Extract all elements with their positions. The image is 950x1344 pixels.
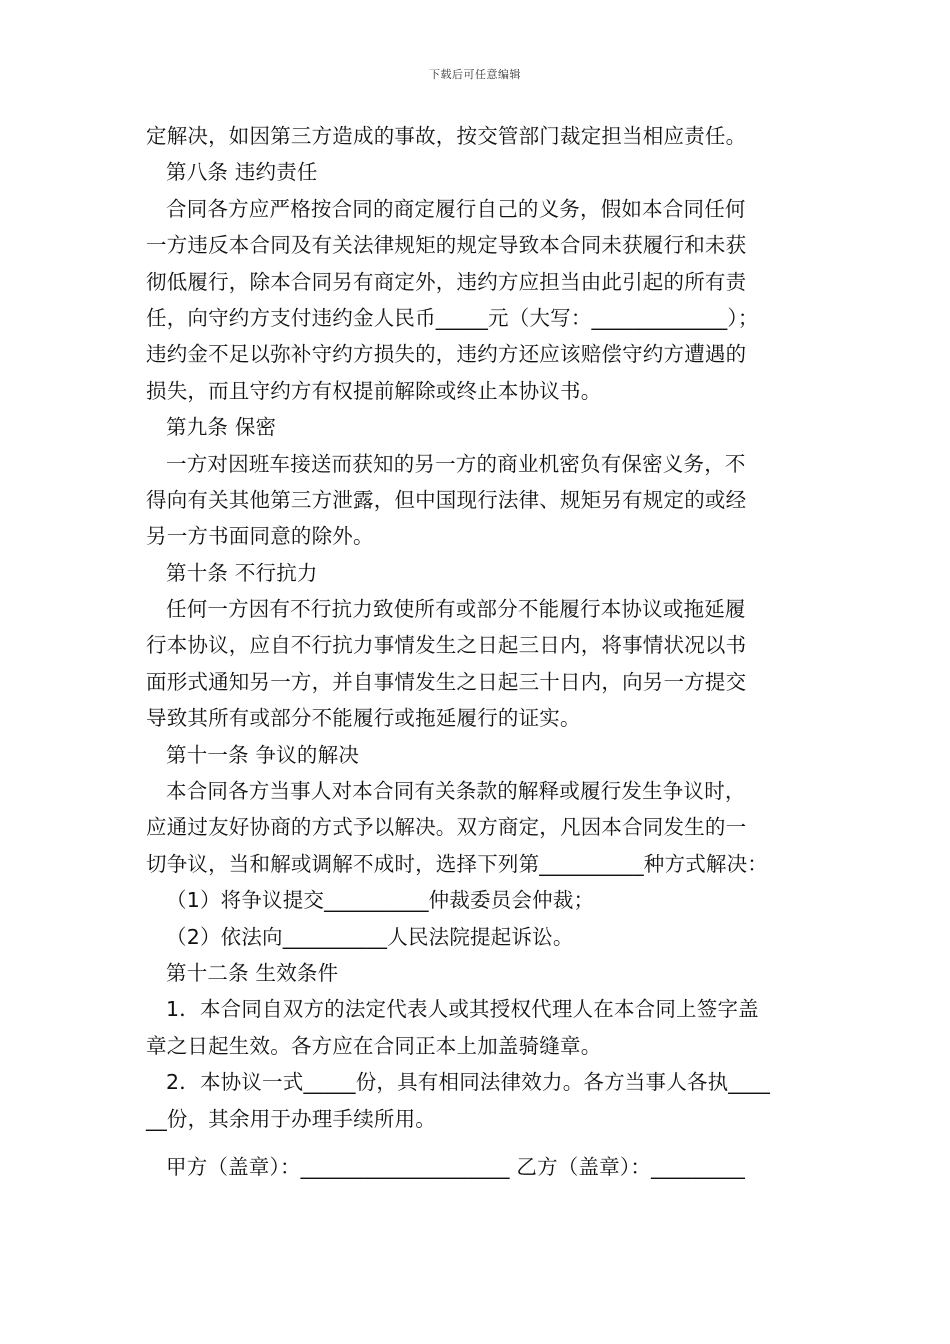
article-11-heading: 第十一条 争议的解决 bbox=[166, 742, 360, 767]
option-1: （1）将争议提交__________仲裁委员会仲裁； bbox=[166, 888, 595, 913]
text-line: 彻低履行，除本合同另有商定外，违约方应担当由此引起的所有责 bbox=[146, 269, 747, 294]
text-line: 行本协议，应自不行抗力事情发生之日起三日内，将事情状况以书 bbox=[146, 633, 747, 658]
text-line: 1．本合同自双方的法定代表人或其授权代理人在本合同上签字盖 bbox=[166, 997, 759, 1022]
signature-line: 甲方（盖章）：____________________ 乙方（盖章）：_________ bbox=[166, 1154, 746, 1179]
spacer bbox=[146, 1137, 810, 1149]
text-line: 本合同各方当事人对本合同有关条款的解释或履行发生争议时， bbox=[166, 779, 746, 804]
text-line: 应通过友好协商的方式予以解决。双方商定，凡因本合同发生的一 bbox=[146, 815, 747, 840]
page-header: 下载后可任意编辑 bbox=[429, 68, 521, 81]
text-line: 一方对因班车接送而获知的另一方的商业机密负有保密义务，不 bbox=[166, 451, 746, 476]
text-line: 切争议，当和解或调解不成时，选择下列第__________种方式解决： bbox=[146, 851, 768, 876]
option-2: （2）依法向__________人民法院提起诉讼。 bbox=[166, 924, 574, 949]
article-8-heading: 第八条 违约责任 bbox=[166, 160, 318, 185]
article-12-heading: 第十二条 生效条件 bbox=[166, 960, 339, 985]
text-line: 面形式通知另一方，并自事情发生之日起三十日内，向另一方提交 bbox=[146, 669, 747, 694]
text-line: __份，其余用于办理手续所用。 bbox=[146, 1106, 436, 1131]
document-body bbox=[146, 118, 810, 1185]
text-line: 另一方书面同意的除外。 bbox=[146, 524, 374, 549]
text-line: 章之日起生效。各方应在合同正本上加盖骑缝章。 bbox=[146, 1033, 602, 1058]
text-line: 合同各方应严格按合同的商定履行自己的义务，假如本合同任何 bbox=[166, 196, 746, 221]
text-line: 任，向守约方支付违约金人民币_____元（大写：_____________）； bbox=[146, 305, 759, 330]
text-line: 一方违反本合同及有关法律规矩的规定导致本合同未获履行和未获 bbox=[146, 233, 747, 258]
article-10-heading: 第十条 不行抗力 bbox=[166, 560, 318, 585]
text-line: 损失，而且守约方有权提前解除或终止本协议书。 bbox=[146, 378, 602, 403]
text-line: 任何一方因有不行抗力致使所有或部分不能履行本协议或拖延履 bbox=[166, 597, 746, 622]
article-9-heading: 第九条 保密 bbox=[166, 415, 277, 440]
text-line: 导致其所有或部分不能履行或拖延履行的证实。 bbox=[146, 706, 581, 731]
text-line: 定解决，如因第三方造成的事故，按交管部门裁定担当相应责任。 bbox=[146, 124, 747, 148]
text-line: 得向有关其他第三方泄露，但中国现行法律、规矩另有规定的或经 bbox=[146, 487, 747, 512]
text-line: 2．本协议一式_____份，具有相同法律效力。各方当事人各执____ bbox=[166, 1070, 771, 1095]
text-line: 违约金不足以弥补守约方损失的，违约方还应该赔偿守约方遭遇的 bbox=[146, 342, 747, 367]
